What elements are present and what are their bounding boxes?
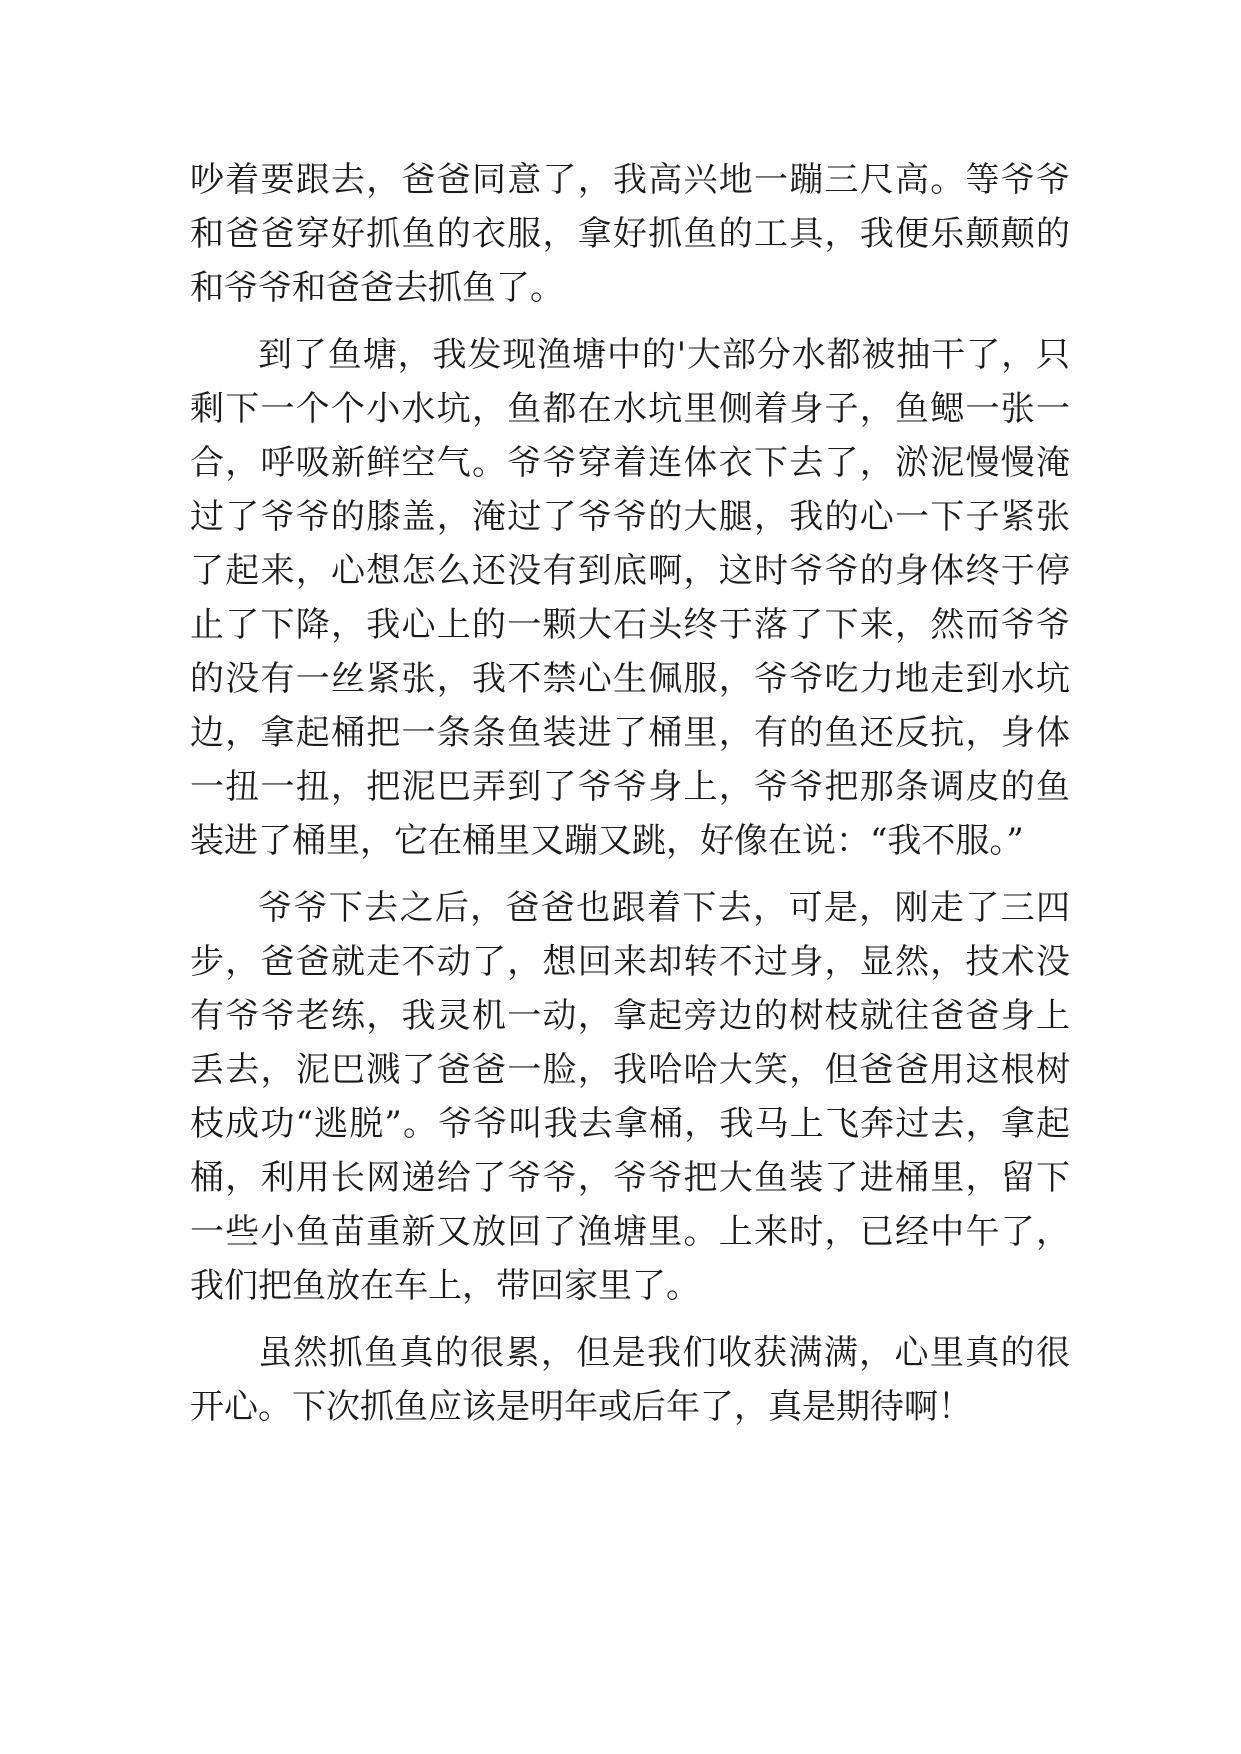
paragraph-3: 爷爷下去之后，爸爸也跟着下去，可是，刚走了三四步，爸爸就走不动了，想回来却转不过身，显然，技术没有爷爷老练，我灵机一动，拿起旁边的树枝就往爸爸身上丢去，泥巴溅了爸爸一脸，我哈哈大笑，但爸爸用这根树枝成功“逃脱”。爷爷叫我去拿桶，我马上飞奔过去，拿起桶，利用长网递给了爷爷，爷爷把大鱼装了进桶里，留下一些小鱼苗重新又放回了渔塘里。上来时，已经中午了，我们把鱼放在车上，带回家里了。 bbox=[190, 888, 1070, 1306]
paragraph-1: 吵着要跟去，爸爸同意了，我高兴地一蹦三尺高。等爷爷和爸爸穿好抓鱼的衣服，拿好抓鱼的工具，我便乐颠颠的和爷爷和爸爸去抓鱼了。 bbox=[190, 160, 1070, 308]
essay-body bbox=[190, 153, 1070, 1447]
paragraph-4: 虽然抓鱼真的很累，但是我们收获满满，心里真的很开心。下次抓鱼应该是明年或后年了，真是期待啊！ bbox=[190, 1333, 1070, 1427]
paragraph-2: 到了鱼塘，我发现渔塘中的'大部分水都被抽干了，只剩下一个个小水坑，鱼都在水坑里侧着身子，鱼鳃一张一合，呼吸新鲜空气。爷爷穿着连体衣下去了，淤泥慢慢淹过了爷爷的膝盖，淹过了爷爷的大腿，我的心一下子紧张了起来，心想怎么还没有到底啊，这时爷爷的身体终于停止了下降，我心上的一颗大石头终于落了下来，然而爷爷的没有一丝紧张，我不禁心生佩服，爷爷吃力地走到水坑边，拿起桶把一条条鱼装进了桶里，有的鱼还反抗，身体一扭一扭，把泥巴弄到了爷爷身上，爷爷把那条调皮的鱼装进了桶里，它在桶里又蹦又跳，好像在说：“我不服。” bbox=[190, 335, 1070, 861]
